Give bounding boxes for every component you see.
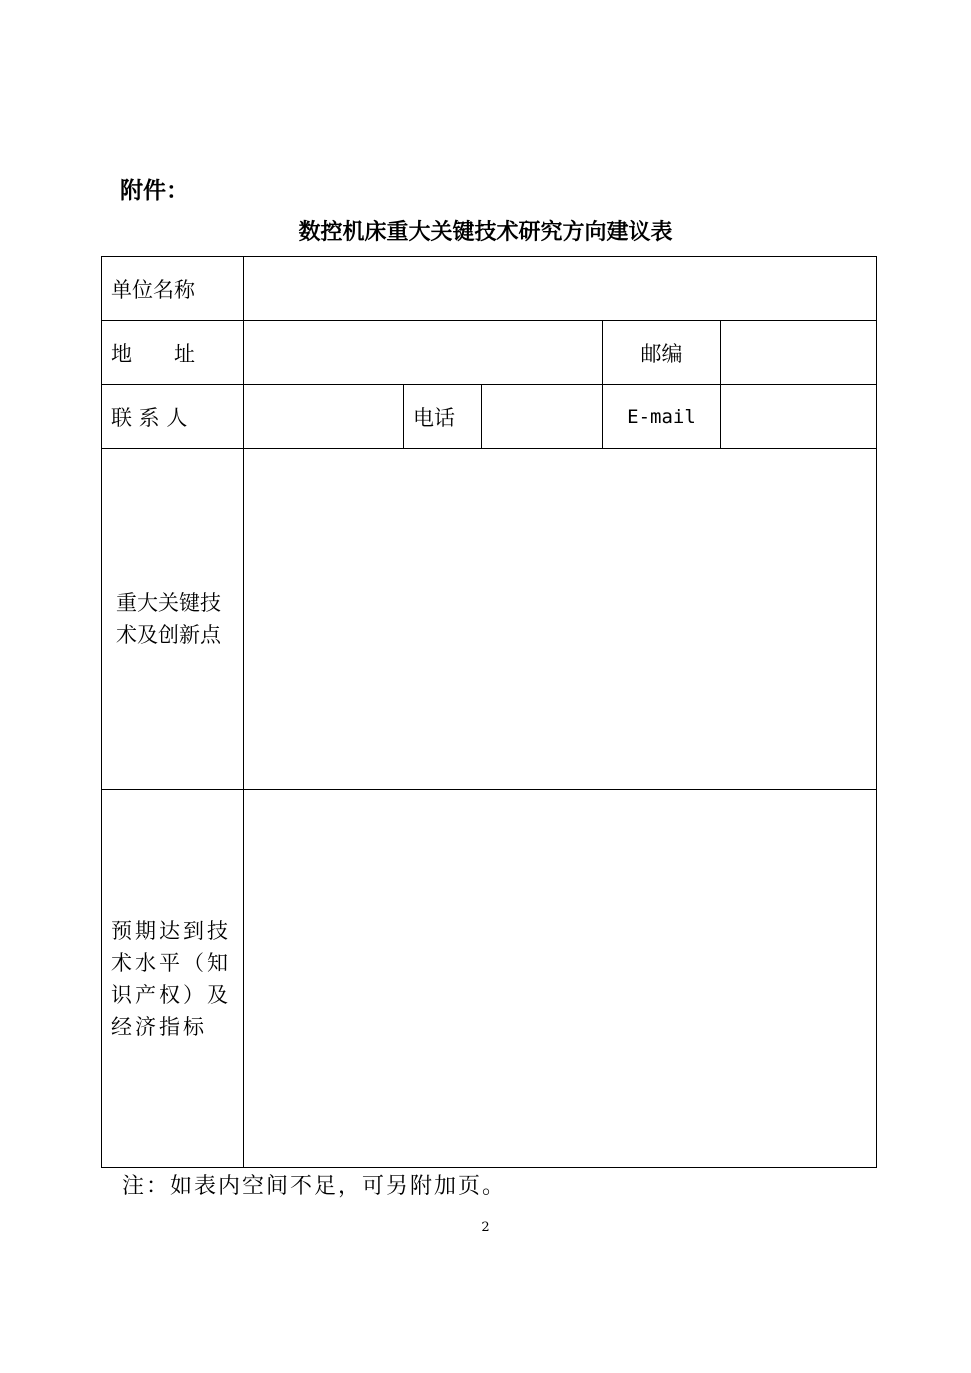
footer-note: 注：如表内空间不足，可另附加页。 [122,1174,507,1199]
unit-name-field[interactable] [244,257,877,321]
key-tech-label-line: 术及创新点 [116,623,221,647]
phone-field[interactable] [482,385,603,449]
unit-name-label: 单位名称 [102,257,244,321]
expected-outcomes-field[interactable] [244,790,877,1168]
row-address [102,321,877,385]
postcode-label: 邮编 [603,321,721,385]
proposal-form-table [101,256,877,1168]
key-tech-label-line: 重大关键技 [116,591,221,615]
expected-outcomes-label [102,790,244,1168]
key-tech-label [102,449,244,790]
contact-field[interactable] [244,385,404,449]
row-contact [102,385,877,449]
address-field[interactable] [244,321,603,385]
email-field[interactable] [721,385,877,449]
row-key-technology [102,449,877,790]
expected-label-line: 预期达到技 [111,918,231,943]
expected-label-line: 经济指标 [111,1014,207,1039]
contact-label: 联 系 人 [102,385,244,449]
row-unit-name [102,257,877,321]
page-number: 2 [481,1220,490,1235]
key-tech-field[interactable] [244,449,877,790]
expected-label-line: 术水平（知 [111,950,231,975]
phone-label: 电话 [404,385,482,449]
postcode-field[interactable] [721,321,877,385]
email-label: E-mail [603,385,721,449]
expected-label-line: 识产权）及 [111,982,231,1007]
address-label: 地 址 [102,321,244,385]
row-expected-outcomes [102,790,877,1168]
attachment-label: 附件： [120,178,189,204]
page-title: 数控机床重大关键技术研究方向建议表 [298,220,673,245]
